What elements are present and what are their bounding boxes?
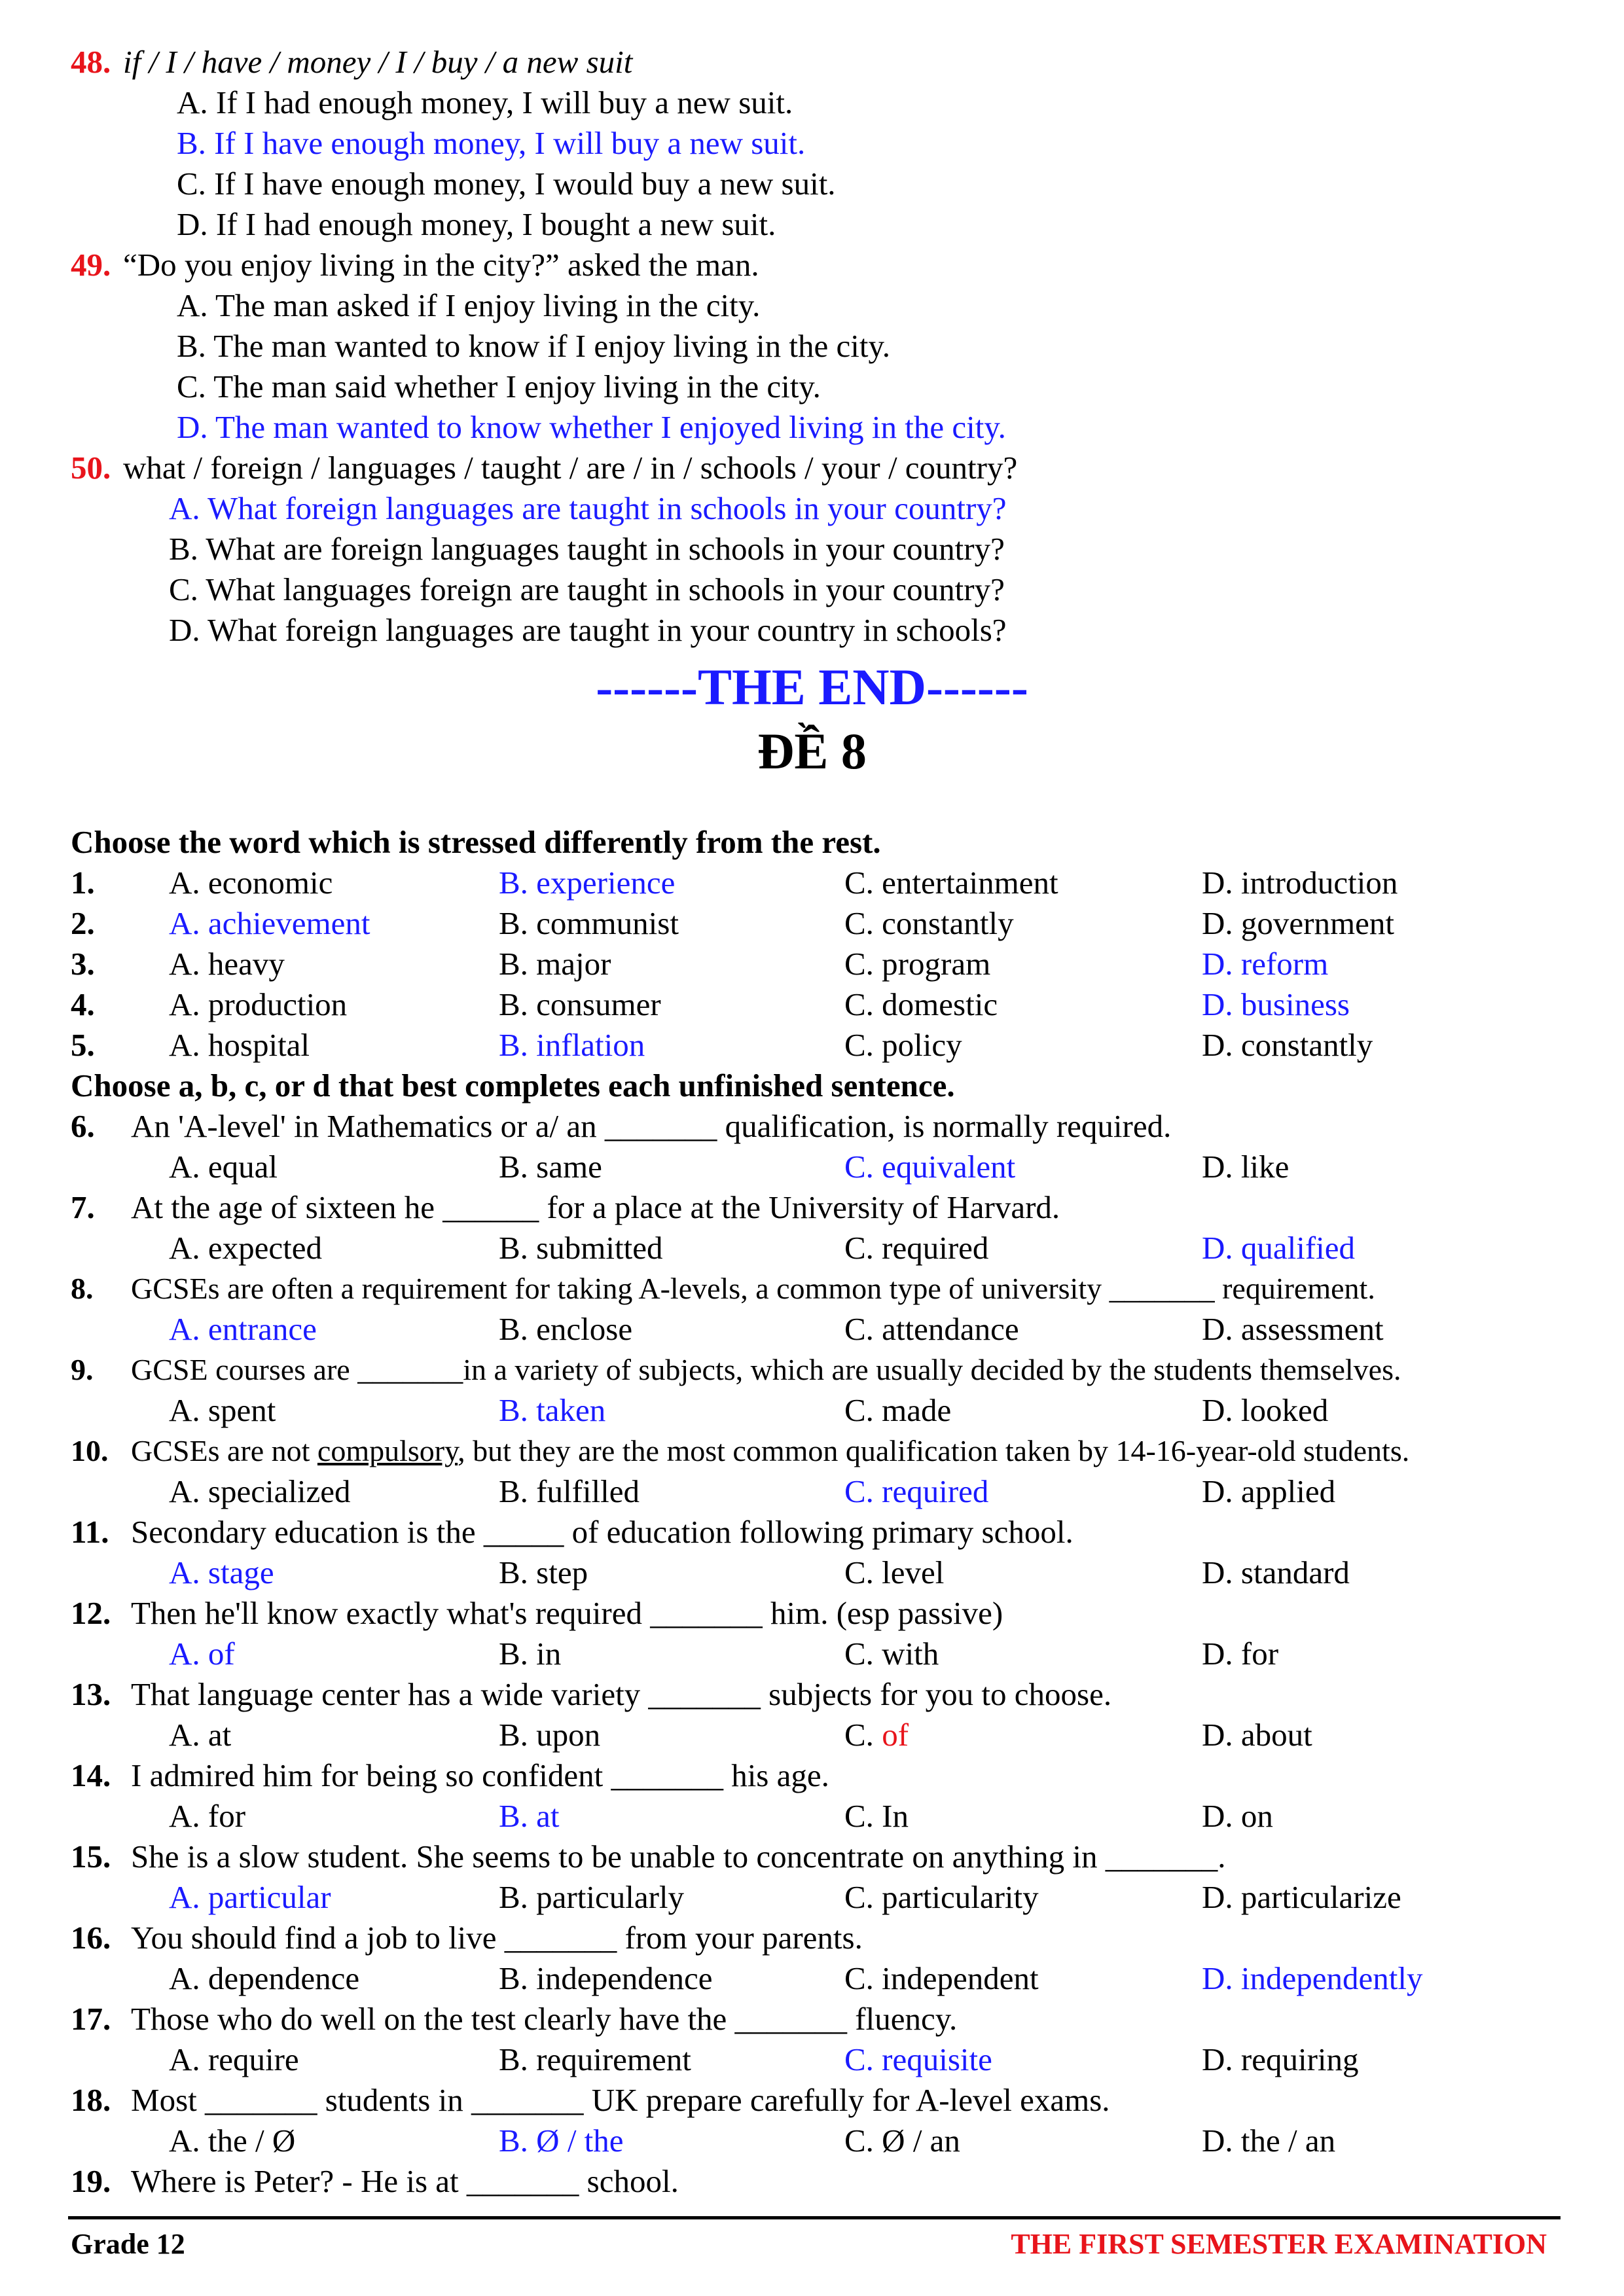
question-number: 12. — [71, 1595, 111, 1631]
option-a: A. at — [169, 1717, 232, 1753]
question-stem: That language center has a wide variety _______ subjects for you to choose. — [131, 1676, 1112, 1712]
question-number: 4. — [71, 986, 95, 1022]
question-stem: GCSEs are often a requirement for taking A-levels, a common type of university _______ requirement. — [131, 1272, 1375, 1305]
option-a: A. hospital — [169, 1027, 310, 1063]
option-d: D. requiring — [1202, 2041, 1359, 2077]
option-d: D. government — [1202, 905, 1394, 941]
question-number: 48. — [71, 44, 111, 80]
options-row — [0, 1471, 1624, 1512]
question-stem: Most _______ students in _______ UK prepare carefully for A-level exams. — [131, 2082, 1110, 2118]
question-stem: You should find a job to live _______ from your parents. — [131, 1920, 863, 1956]
question-number: 8. — [71, 1272, 94, 1305]
option-c: C. particularity — [844, 1879, 1039, 1915]
footer-divider — [68, 2216, 1561, 2219]
question-stem: GCSE courses are _______in a variety of subjects, which are usually decided by the students themselves. — [131, 1353, 1401, 1386]
option-a-answer: A. entrance — [169, 1311, 317, 1347]
question-50 — [0, 448, 1624, 488]
option-d-answer: D. independently — [1202, 1960, 1423, 1996]
question-number: 9. — [71, 1353, 94, 1386]
option-a: A. production — [169, 986, 348, 1022]
stress-question — [0, 1025, 1624, 1066]
question-prompt: if / I / have / money / I / buy / a new suit — [123, 44, 633, 80]
option-c: C. attendance — [844, 1311, 1019, 1347]
option-a: A. spent — [169, 1392, 276, 1428]
option-a: A. expected — [169, 1230, 322, 1266]
question-stem: Secondary education is the _____ of education following primary school. — [131, 1514, 1074, 1550]
option-a-answer: A. achievement — [169, 905, 370, 941]
option-a: A. dependence — [169, 1960, 360, 1996]
question-number: 2. — [71, 905, 95, 941]
stress-question — [0, 944, 1624, 984]
option-b: B. The man wanted to know if I enjoy living in the city. — [177, 328, 891, 364]
option-c: C. What languages foreign are taught in schools in your country? — [169, 571, 1005, 607]
question-number: 3. — [71, 946, 95, 982]
option-c: C. In — [844, 1798, 909, 1834]
option-c-answer: C. requisite — [844, 2041, 992, 2077]
options-row — [0, 1228, 1624, 1268]
the-end-heading: ------THE END------ — [596, 658, 1028, 715]
option-b-answer: B. at — [499, 1798, 560, 1834]
option-d: D. What foreign languages are taught in your country in schools? — [169, 612, 1007, 648]
question-stem-row — [0, 1837, 1624, 1877]
question-number: 15. — [71, 1839, 111, 1874]
question-stem-row — [0, 1918, 1624, 1958]
question-stem: An 'A-level' in Mathematics or a/ an _______ qualification, is normally required. — [131, 1108, 1172, 1144]
exam-title: ĐỀ 8 — [757, 723, 867, 780]
options-row — [0, 1552, 1624, 1593]
question-stem: She is a slow student. She seems to be unable to concentrate on anything in _______. — [131, 1839, 1226, 1874]
option-b: B. What are foreign languages taught in schools in your country? — [169, 531, 1005, 567]
option-d: D. introduction — [1202, 865, 1398, 901]
question-number: 17. — [71, 2001, 111, 2037]
option-b: B. step — [499, 1554, 588, 1590]
question-stem-row — [0, 2161, 1624, 2202]
option-d-answer: D. The man wanted to know whether I enjoyed living in the city. — [177, 409, 1006, 445]
option-d: D. applied — [1202, 1473, 1336, 1509]
question-stem-row — [0, 1593, 1624, 1634]
question-stem: Then he'll know exactly what's required _______ him. (esp passive) — [131, 1595, 1003, 1631]
question-number: 18. — [71, 2082, 111, 2118]
option-b: B. communist — [499, 905, 679, 941]
option-b: B. independence — [499, 1960, 713, 1996]
option-c-answer: C. equivalent — [844, 1149, 1016, 1185]
option-a-answer: A. particular — [169, 1879, 331, 1915]
options-row — [0, 1877, 1624, 1918]
option-c: C. with — [844, 1636, 939, 1672]
footer-exam-title: THE FIRST SEMESTER EXAMINATION — [1011, 2228, 1547, 2260]
question-stem: Where is Peter? - He is at _______ school. — [131, 2163, 679, 2199]
option-a: A. heavy — [169, 946, 285, 982]
option-a: A. the / Ø — [169, 2123, 296, 2159]
options-row — [0, 1958, 1624, 1999]
question-number: 5. — [71, 1027, 95, 1063]
option-a: A. specialized — [169, 1473, 351, 1509]
option-d: D. the / an — [1202, 2123, 1336, 2159]
question-number: 1. — [71, 865, 95, 901]
question-stem-row — [0, 1755, 1624, 1796]
options-row — [0, 1147, 1624, 1187]
option-a-answer: A. of — [169, 1636, 235, 1672]
question-stem-row — [0, 1674, 1624, 1715]
stress-question — [0, 863, 1624, 903]
option-a: A. for — [169, 1798, 246, 1834]
option-d: D. on — [1202, 1798, 1273, 1834]
option-b: B. submitted — [499, 1230, 663, 1266]
option-d: D. assessment — [1202, 1311, 1384, 1347]
option-c: C. program — [844, 946, 991, 982]
options-row — [0, 1796, 1624, 1837]
option-c: C. Ø / an — [844, 2123, 960, 2159]
options-row — [0, 1715, 1624, 1755]
question-number: 50. — [71, 450, 111, 486]
question-number: 49. — [71, 247, 111, 283]
option-a: A. If I had enough money, I will buy a new suit. — [177, 84, 793, 120]
question-stem: Those who do well on the test clearly have the _______ fluency. — [131, 2001, 958, 2037]
option-d-answer: D. business — [1202, 986, 1350, 1022]
question-stem-row — [0, 1268, 1624, 1309]
option-b: B. upon — [499, 1717, 601, 1753]
option-d: D. like — [1202, 1149, 1290, 1185]
option-c: C. The man said whether I enjoy living in the city. — [177, 368, 821, 404]
options-row — [0, 2121, 1624, 2161]
option-c: C. policy — [844, 1027, 962, 1063]
option-d: D. If I had enough money, I bought a new suit. — [177, 206, 776, 242]
question-stem-row — [0, 1431, 1624, 1471]
question-number: 14. — [71, 1757, 111, 1793]
option-b: B. major — [499, 946, 611, 982]
option-d: D. constantly — [1202, 1027, 1373, 1063]
question-stem-row — [0, 1512, 1624, 1552]
question-stem: At the age of sixteen he ______ for a place at the University of Harvard. — [131, 1189, 1060, 1225]
options-row — [0, 1634, 1624, 1674]
option-b-answer: B. experience — [499, 865, 676, 901]
option-b: B. enclose — [499, 1311, 633, 1347]
question-number: 16. — [71, 1920, 111, 1956]
option-d: D. looked — [1202, 1392, 1329, 1428]
option-b: B. requirement — [499, 2041, 691, 2077]
question-number: 6. — [71, 1108, 95, 1144]
question-number: 19. — [71, 2163, 111, 2199]
option-b: B. particularly — [499, 1879, 685, 1915]
option-a: A. equal — [169, 1149, 278, 1185]
option-a: A. require — [169, 2041, 299, 2077]
option-c: C. level — [844, 1554, 945, 1590]
options-row — [0, 1390, 1624, 1431]
question-number: 11. — [71, 1514, 109, 1550]
option-c: C. constantly — [844, 905, 1014, 941]
option-d: D. standard — [1202, 1554, 1350, 1590]
option-b-answer: B. If I have enough money, I will buy a new suit. — [177, 125, 806, 161]
question-stem-row — [0, 2080, 1624, 2121]
option-b: B. fulfilled — [499, 1473, 640, 1509]
question-number: 10. — [71, 1434, 109, 1467]
option-c: C. required — [844, 1230, 989, 1266]
option-c-answer: C. of — [844, 1717, 909, 1753]
option-c: C. If I have enough money, I would buy a new suit. — [177, 166, 836, 202]
question-stem-row — [0, 1187, 1624, 1228]
question-stem: GCSEs are not compulsory, but they are the most common qualification taken by 14-16-year-old students. — [131, 1434, 1410, 1467]
question-stem-row — [0, 1106, 1624, 1147]
option-d: D. particularize — [1202, 1879, 1401, 1915]
option-a-answer: A. stage — [169, 1554, 274, 1590]
option-c: C. domestic — [844, 986, 998, 1022]
question-48 — [0, 42, 1624, 82]
options-row — [0, 2039, 1624, 2080]
options-row — [0, 1309, 1624, 1350]
question-prompt: what / foreign / languages / taught / are / in / schools / your / country? — [123, 450, 1018, 486]
option-d-answer: D. qualified — [1202, 1230, 1356, 1266]
option-d-answer: D. reform — [1202, 946, 1329, 982]
option-b-answer: B. taken — [499, 1392, 606, 1428]
option-b-answer: B. Ø / the — [499, 2123, 624, 2159]
question-49 — [0, 245, 1624, 285]
question-prompt: “Do you enjoy living in the city?” asked the man. — [123, 247, 759, 283]
option-a: A. The man asked if I enjoy living in the city. — [177, 287, 761, 323]
question-stem-row — [0, 1999, 1624, 2039]
option-b: B. consumer — [499, 986, 661, 1022]
option-c-answer: C. required — [844, 1473, 989, 1509]
question-stem-row — [0, 1350, 1624, 1390]
question-number: 13. — [71, 1676, 111, 1712]
footer-grade: Grade 12 — [71, 2228, 185, 2260]
option-c: C. made — [844, 1392, 952, 1428]
option-b: B. same — [499, 1149, 602, 1185]
stress-question — [0, 903, 1624, 944]
option-c: C. entertainment — [844, 865, 1058, 901]
section-heading-complete: Choose a, b, c, or d that best completes each unfinished sentence. — [71, 1067, 955, 1103]
option-d: D. for — [1202, 1636, 1279, 1672]
underlined-word: compulsory — [317, 1434, 458, 1467]
option-b: B. in — [499, 1636, 562, 1672]
option-c: C. independent — [844, 1960, 1039, 1996]
stress-question — [0, 984, 1624, 1025]
option-b-answer: B. inflation — [499, 1027, 645, 1063]
option-a-answer: A. What foreign languages are taught in schools in your country? — [169, 490, 1007, 526]
option-d: D. about — [1202, 1717, 1312, 1753]
question-number: 7. — [71, 1189, 95, 1225]
question-stem: I admired him for being so confident _______ his age. — [131, 1757, 829, 1793]
option-a: A. economic — [169, 865, 333, 901]
section-heading-stress: Choose the word which is stressed differently from the rest. — [71, 824, 881, 860]
